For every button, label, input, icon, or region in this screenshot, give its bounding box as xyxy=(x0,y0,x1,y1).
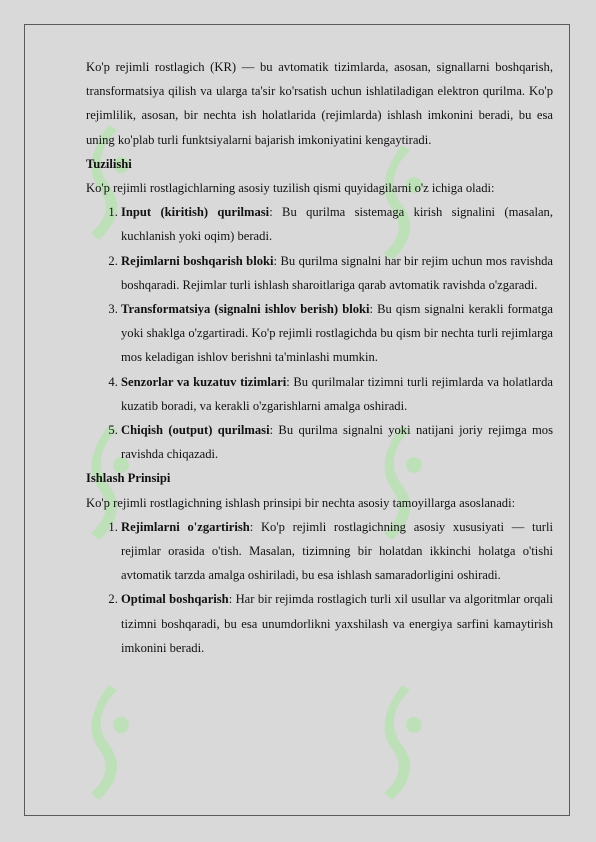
list-item xyxy=(121,297,553,370)
list-item xyxy=(121,587,553,660)
list-item xyxy=(121,515,553,588)
list-item-text: : Har bir rejimda rostlagich turli xil usullar va algoritmlar orqali tizimni boshqaradi, bu esa unumdorlikni yaxshilash va energiya sarfini kamaytirish imkonini beradi. xyxy=(121,592,553,655)
list-item-term: Input (kiritish) qurilmasi xyxy=(121,205,270,220)
section-heading-ishlash-prinsipi: Ishlash Prinsipi xyxy=(86,471,171,486)
document-body xyxy=(86,55,553,660)
list-item-term: Optimal boshqarish xyxy=(121,592,229,607)
watermark-logo-icon xyxy=(370,685,430,805)
watermark-logo-icon xyxy=(77,685,137,805)
list-item-term: Senzorlar va kuzatuv tizimlari xyxy=(121,374,287,389)
list-item xyxy=(121,200,553,248)
list-item-term: Rejimlarni boshqarish bloki xyxy=(121,253,274,268)
list-item xyxy=(121,249,553,297)
list-item-term: Transformatsiya (signalni ishlov berish) bloki xyxy=(121,302,370,317)
section-lead: Ko'p rejimli rostlagichning ishlash prinsipi bir nechta asosiy tamoyillarga asoslanadi: xyxy=(86,495,516,510)
list-item-text: : Bu qurilma signalni har bir rejim uchun mos ravishda boshqaradi. Rejimlar turli ishlash sharoitlariga qarab avtomatik ravishda o'zgaradi. xyxy=(121,253,554,292)
list-item-text: : Ko'p rejimli rostlagichning asosiy xususiyati — turli rejimlar orasida o'tish. Masalan, tizimning bir holatdan ikkinchi holatga o'tishi avtomatik tarzda amalga oshiriladi, bu esa ishlash samaradorligini oshiradi. xyxy=(121,519,553,583)
section-lead: Ko'p rejimli rostlagichlarning asosiy tuzilish qismi quyidagilarni o'z ichiga oladi: xyxy=(86,181,495,196)
list-item-term: Rejimlarni o'zgartirish xyxy=(121,519,250,534)
intro-paragraph: Ko'p rejimli rostlagich (KR) — bu avtomatik tizimlarda, asosan, signallarni boshqarish, transformatsiya qilish va ularga ta'sir ko'rsatish uchun ishlatiladigan elektron qurilma. Ko'p rejimlilik, asosan, bir nechta ish holatlarida (rejimlarda) ishlash imkonini beradi, bu esa uning ko'plab turli funktsiyalarni bajarish imkoniyatini kengaytiradi. xyxy=(86,60,553,147)
list-item-text: : Bu qism signalni kerakli formatga yoki shaklga o'zgartiradi. Ko'p rejimli rostlagichda bu qism bir nechta turli rejimlarga mos keladigan ishlov berishni ta'minlashi mumkin. xyxy=(121,302,553,365)
section-heading-tuzilishi: Tuzilishi xyxy=(86,156,132,171)
document-page xyxy=(24,24,570,816)
structure-list xyxy=(86,200,553,466)
list-item-text: : Bu qurilma sistemaga kirish signalini (masalan, kuchlanish yoki oqim) beradi. xyxy=(121,205,554,244)
list-item xyxy=(121,418,553,466)
list-item-text: : Bu qurilma signalni yoki natijani joriy rejimga mos ravishda chiqazadi. xyxy=(121,423,553,462)
list-item-term: Chiqish (output) qurilmasi xyxy=(121,423,270,438)
principle-list xyxy=(86,515,553,660)
list-item xyxy=(121,370,553,418)
list-item-text: : Bu qurilmalar tizimni turli rejimlarda va holatlarda kuzatib boradi, va kerakli o'zgarishlarni amalga oshiradi. xyxy=(121,374,553,413)
